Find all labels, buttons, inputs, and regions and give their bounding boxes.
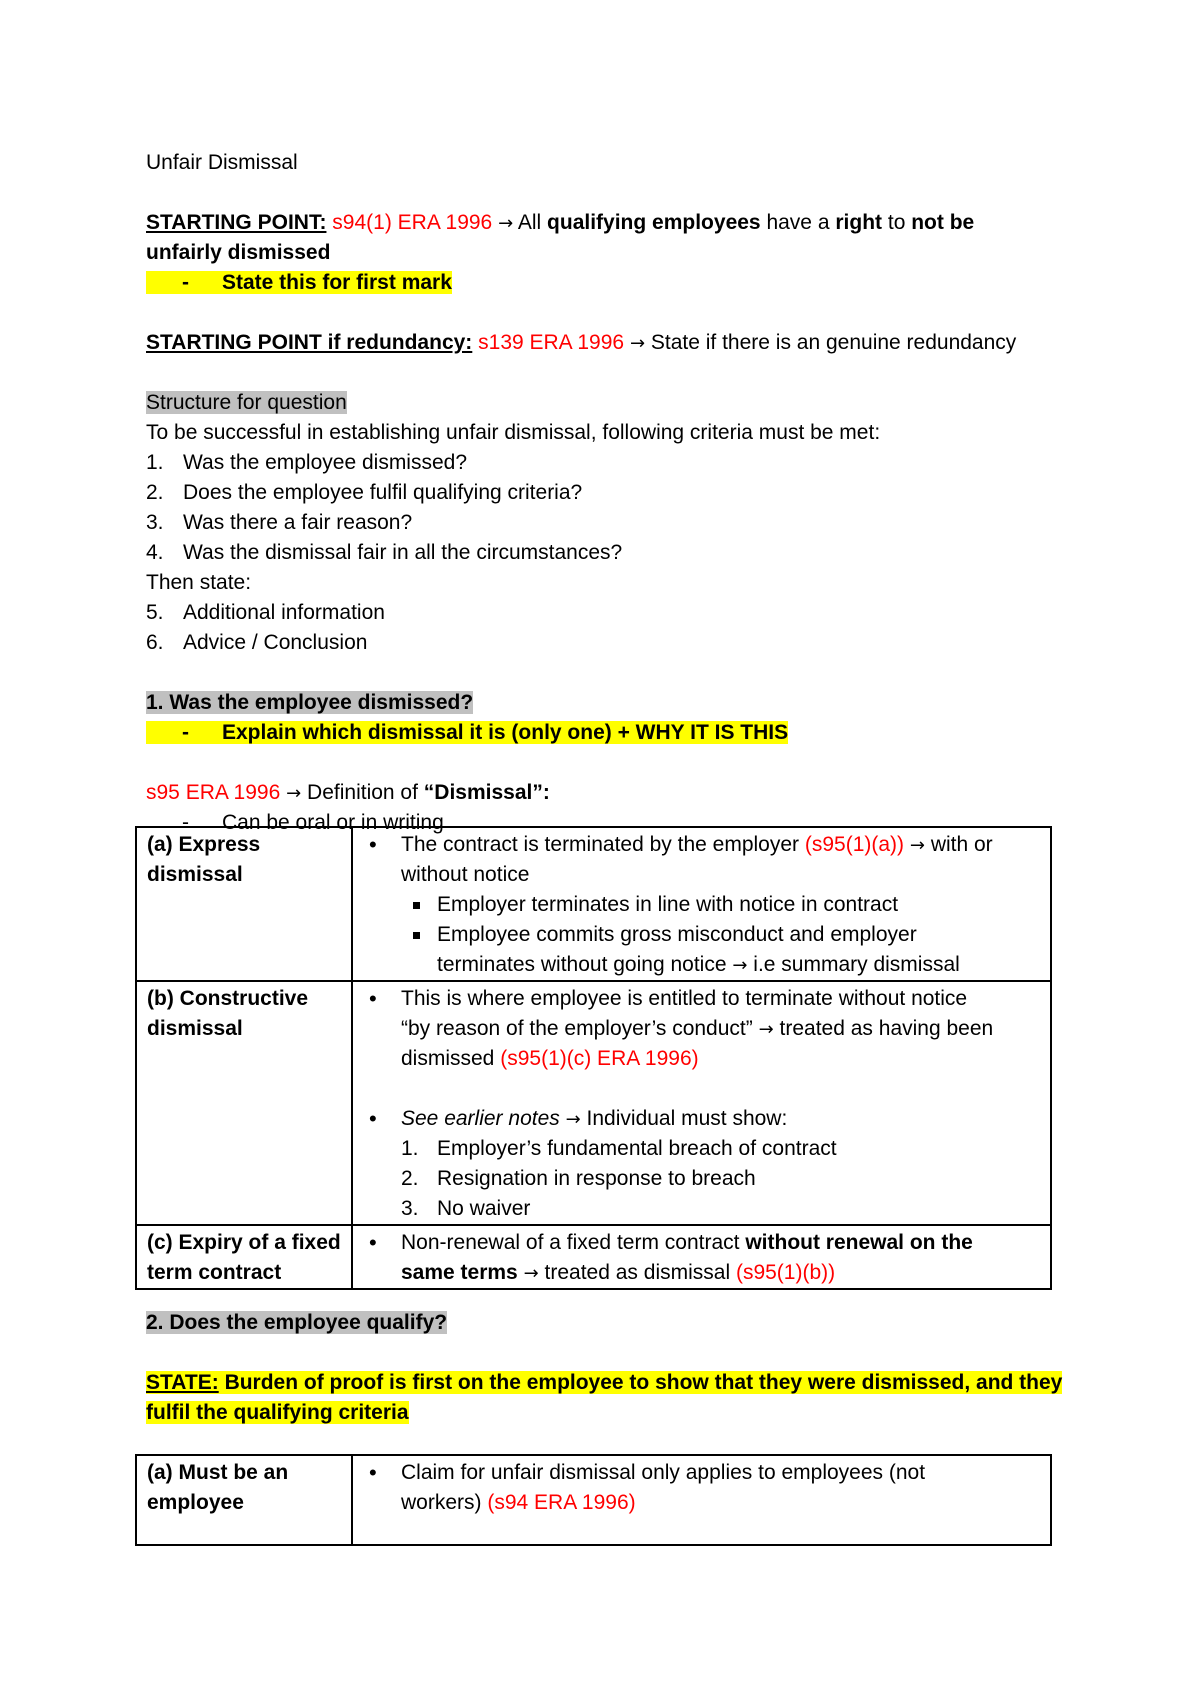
then-state: Then state: [146, 571, 252, 594]
text-fragment: to [887, 211, 906, 234]
state-line [146, 1368, 1066, 1398]
starting-point-line [146, 208, 1056, 238]
note-text: State this for first mark [222, 271, 452, 294]
section1-heading: 1. Was the employee dismissed? [146, 691, 474, 714]
row-label: (c) Expiry of a fixed term contract [136, 1225, 352, 1289]
square-bullet-item: Employer terminates in line with notice in contract [363, 890, 1040, 920]
structure-intro: To be successful in establishing unfair dismissal, following criteria must be met: [146, 421, 881, 444]
statute-ref: (s95(1)(b)) [735, 1261, 836, 1284]
document-body [146, 148, 1056, 838]
list-item: 5. Additional information [146, 601, 385, 624]
arrow-icon: → [732, 955, 748, 976]
arrow-icon: → [758, 1019, 774, 1040]
section1-heading-line [146, 688, 1056, 718]
definition-text: Definition of [307, 781, 418, 804]
square-bullet-continuation: terminates without going notice → i.e summary dismissal [437, 953, 960, 976]
section2-heading: 2. Does the employee qualify? [146, 1311, 448, 1334]
statute-ref: (s95(1)(c) ERA 1996) [500, 1047, 699, 1070]
redundancy-text: State if there is an genuine redundancy [650, 331, 1017, 354]
statute-ref: s139 ERA 1996 [478, 331, 625, 354]
state-text: fulfil the qualifying criteria [146, 1401, 409, 1424]
starting-point-note [146, 268, 1056, 298]
structure-heading: Structure for question [146, 391, 347, 414]
table-row [136, 827, 1051, 981]
statute-ref: (s94 ERA 1996) [487, 1491, 636, 1514]
list-item: 1. Was the employee dismissed? [146, 451, 468, 474]
bullet-continuation: “by reason of the employer’s conduct” → treated as having been [401, 1017, 994, 1040]
bullet-item: • This is where employee is entitled to terminate without notice [363, 984, 1040, 1014]
statute-ref: s95 ERA 1996 [146, 781, 281, 804]
list-item: 4. Was the dismissal fair in all the circumstances? [146, 541, 623, 564]
section2-heading-line [146, 1308, 1066, 1338]
state-text: Burden of proof is first on the employee to show that they were dismissed, and they [224, 1371, 1063, 1394]
arrow-icon: → [286, 783, 302, 804]
table-row [136, 1225, 1051, 1289]
arrow-icon: → [565, 1109, 581, 1130]
qualify-table [135, 1454, 1052, 1546]
list-item: 1. Employer’s fundamental breach of contract [401, 1137, 837, 1160]
list-item: 3. No waiver [401, 1197, 531, 1220]
bullet-continuation: without notice [401, 863, 530, 886]
row-label: (a) Must be an employee [136, 1455, 352, 1545]
section2 [146, 1308, 1066, 1428]
dash-bullet: - [182, 721, 189, 744]
bullet-item: • See earlier notes → Individual must show: [363, 1104, 1040, 1134]
state-line-2 [146, 1398, 1066, 1428]
text-fragment: have a [766, 211, 830, 234]
list-item: 6. Advice / Conclusion [146, 631, 368, 654]
dash-bullet: - [182, 811, 189, 834]
row-content [352, 1455, 1051, 1545]
redundancy-line [146, 328, 1056, 358]
bullet-item: • Claim for unfair dismissal only applies to employees (not [363, 1458, 1040, 1488]
arrow-icon: → [498, 213, 514, 234]
list-item: 2. Resignation in response to breach [401, 1167, 756, 1190]
arrow-icon: → [909, 835, 925, 856]
bullet-item: • The contract is terminated by the employer (s95(1)(a)) → with or [363, 830, 1040, 860]
sub-text: Can be oral or in writing [222, 811, 444, 834]
document-title: Unfair Dismissal [146, 151, 298, 174]
row-content [352, 1225, 1051, 1289]
square-bullet-item: Employee commits gross misconduct and employer [363, 920, 1040, 950]
dash-bullet: - [182, 271, 189, 294]
table-row [136, 1455, 1051, 1545]
bullet-continuation: workers) (s94 ERA 1996) [401, 1491, 636, 1514]
arrow-icon: → [523, 1263, 539, 1284]
text-fragment: not be [911, 211, 975, 234]
definition-term: “Dismissal”: [423, 781, 550, 804]
bullet-continuation: same terms → treated as dismissal (s95(1)(b)) [401, 1261, 836, 1284]
definition-line [146, 778, 1056, 808]
row-label: (b) Constructive dismissal [136, 981, 352, 1225]
section1-note [146, 718, 1056, 748]
bullet-continuation: dismissed (s95(1)(c) ERA 1996) [401, 1047, 699, 1070]
bullet-item: • Non-renewal of a fixed term contract without renewal on the [363, 1228, 1040, 1258]
redundancy-label: STARTING POINT if redundancy: [146, 331, 473, 354]
list-item: 3. Was there a fair reason? [146, 511, 413, 534]
dismissal-table [135, 826, 1052, 1290]
structure-heading-line [146, 388, 1056, 418]
row-label: (a) Express dismissal [136, 827, 352, 981]
arrow-icon: → [629, 333, 646, 354]
state-label: STATE: [146, 1371, 219, 1394]
text-fragment: All [517, 211, 542, 234]
starting-point-label: STARTING POINT: [146, 211, 327, 234]
note-text: Explain which dismissal it is (only one) + WHY IT IS THIS [222, 721, 789, 744]
table-row [136, 981, 1051, 1225]
statute-ref: s94(1) ERA 1996 [332, 211, 493, 234]
starting-point-line-2: unfairly dismissed [146, 241, 331, 264]
list-item: 2. Does the employee fulfil qualifying criteria? [146, 481, 583, 504]
statute-ref: (s95(1)(a)) [804, 833, 905, 856]
row-content [352, 827, 1051, 981]
row-content [352, 981, 1051, 1225]
text-fragment: qualifying employees [547, 211, 761, 234]
text-fragment: right [835, 211, 883, 234]
